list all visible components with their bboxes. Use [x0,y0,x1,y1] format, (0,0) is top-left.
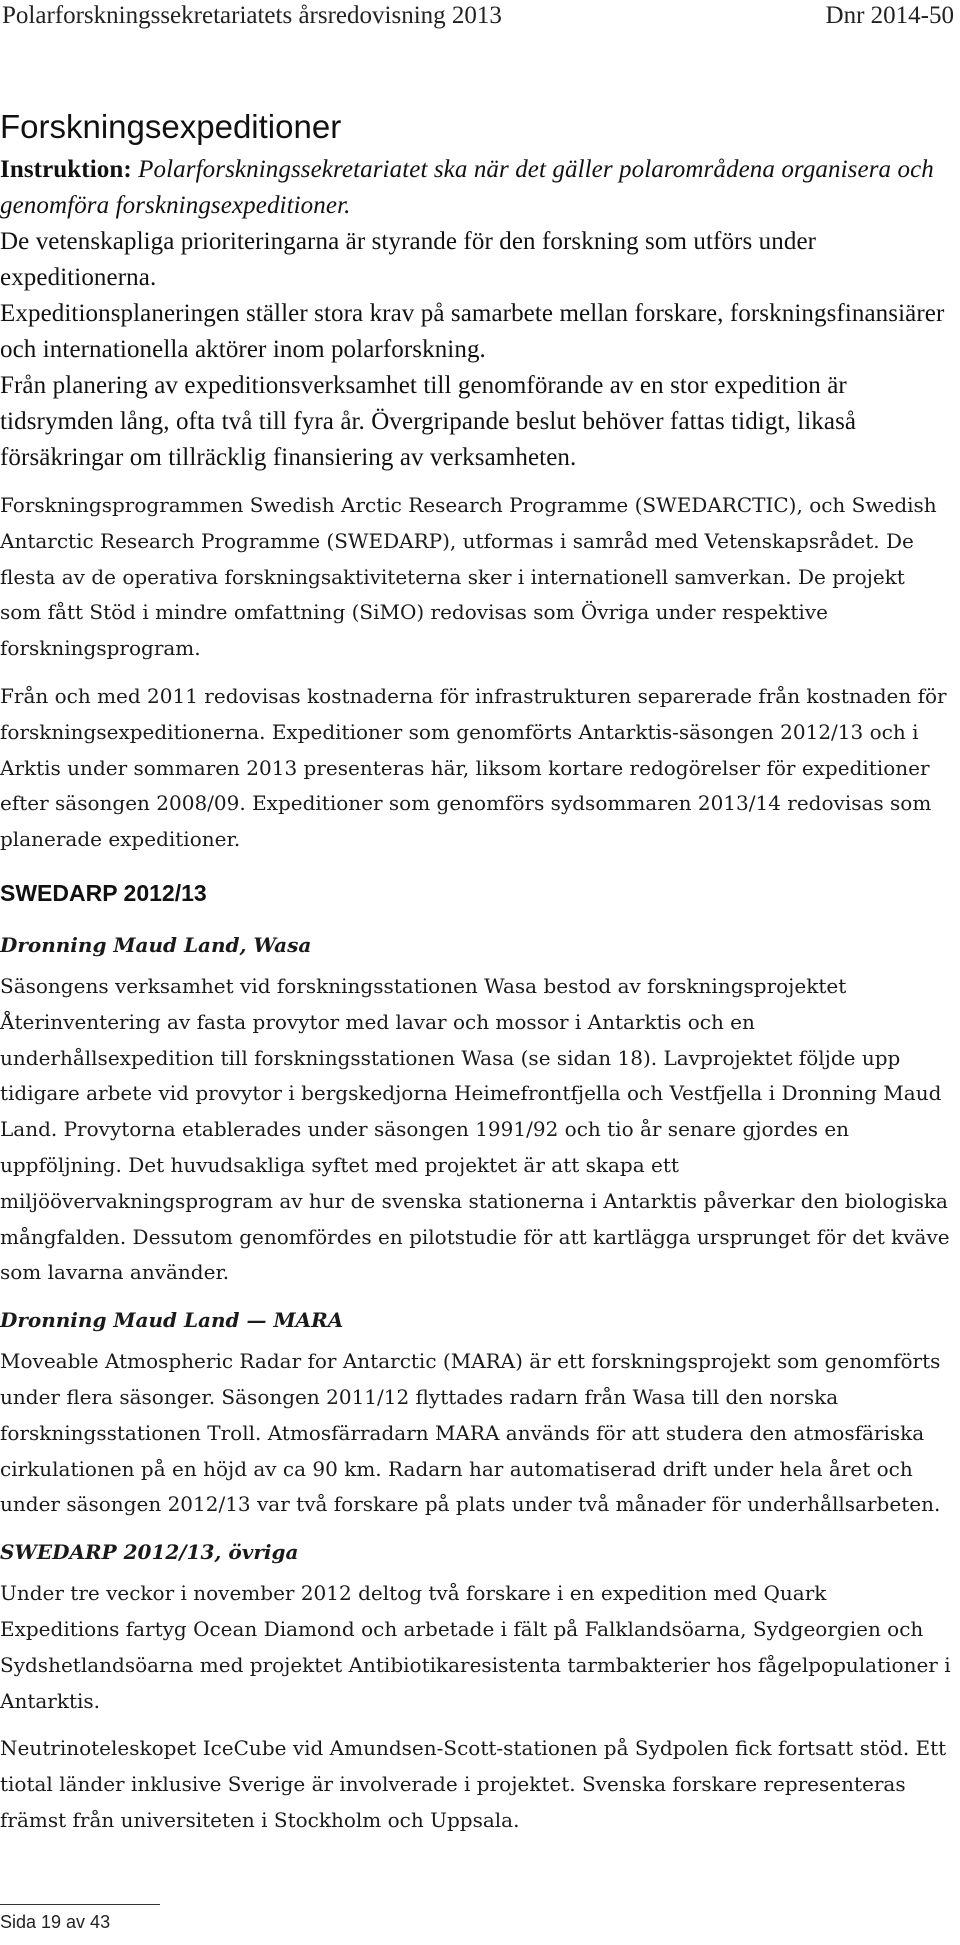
instruction-lead: Instruktion: [0,156,132,183]
footer-divider [0,1904,160,1905]
programmes-paragraph: Forskningsprogrammen Swedish Arctic Research Programme (SWEDARCTIC), och Swedish Antarctic Research Programme (SWEDARP), utformas i samråd med Vetenskapsrådet. De flesta av de operativa forskningsaktiviteterna sker i internationell samverkan. De projekt som fått Stöd i mindre omfattning (SiMO) redovisas som Övriga under respektive forskningsprogram. [0,493,937,661]
wasa-paragraph: Säsongens verksamhet vid forskningsstationen Wasa bestod av forskningsprojektet Återinventering av fasta provytor med lavar och mossor i Antarktis och en underhållsexpedition till forskningsstationen Wasa (se sidan 18). Lavprojektet följde upp tidigare arbete vid provytor i bergskedjorna Heimefrontfjella och Vestfjella i Dronning Maud Land. Provytorna etablerades under säsongen 1991/92 och tio år senare gjordes en uppföljning. Det huvudsakliga syftet med projektet är att skapa ett miljöövervakningsprogram av hur de svenska stationerna i Antarktis påverkar den biologiska mångfalden. Dessutom genomfördes en pilotstudie för att kartlägga ursprunget för det kväve som lavarna använder. [0,973,950,1285]
section-title: Forskningsexpeditioner [0,108,342,145]
page-number: Sida 19 av 43 [0,1912,111,1932]
main-content [0,106,952,1851]
instruction-text: Polarforskningssekretariatet ska när det gäller polarområdena organisera och genomföra forskningsexpeditioner. [0,156,934,219]
ovriga-paragraph-icecube: Neutrinoteleskopet IceCube vid Amundsen-Scott-stationen på Sydpolen fick fortsatt stöd. Ett tiotal länder inklusive Sverige är involverade i projektet. Svenska forskare representeras främst från universiteten i Stockholm och Uppsala. [0,1736,947,1832]
instruction-paragraph [0,152,952,224]
mara-heading: Dronning Maud Land — MARA [0,1308,344,1333]
ovriga-paragraph-expedition: Under tre veckor i november 2012 deltog två forskare i en expedition med Quark Expeditions fartyg Ocean Diamond och arbetade i fält på Falklandsöarna, Sydgeorgien och Sydshetlandsöarna med projektet Antibiotikaresistenta tarmbakterier hos fågelpopulationer i Antarktis. [0,1581,951,1713]
wasa-heading: Dronning Maud Land, Wasa [0,932,312,957]
header-report-title: Polarforskningssekretariatets årsredovisning 2013 [2,2,502,29]
swedarp-heading: SWEDARP 2012/13 [0,879,207,906]
header-document-number: Dnr 2014-50 [825,2,954,29]
intro-planning: Expeditionsplaneringen ställer stora krav på samarbete mellan forskare, forskningsfinansiärer och internationella aktörer inom polarforskning. [0,300,945,363]
mara-paragraph: Moveable Atmospheric Radar for Antarctic (MARA) är ett forskningsprojekt som genomförts under flera säsonger. Säsongen 2011/12 flyttades radarn från Wasa till den norska forskningsstationen Troll. Atmosfärradarn MARA används för att studera den atmosfäriska cirkulationen på en höjd av ca 90 km. Radarn har automatiserad drift under hela året och under säsongen 2012/13 var två forskare på plats under två månader för underhållsarbeten. [0,1349,941,1517]
ovriga-heading: SWEDARP 2012/13, övriga [0,1540,299,1565]
intro-priorities: De vetenskapliga prioriteringarna är styrande för den forskning som utförs under expeditionerna. [0,228,817,291]
running-header [0,2,960,46]
costs-paragraph: Från och med 2011 redovisas kostnaderna för infrastrukturen separerade från kostnaden för forskningsexpeditionerna. Expeditioner som genomförts Antarktis-säsongen 2012/13 och i Arktis under sommaren 2013 presenteras här, liksom kortare redogörelser för expeditioner efter säsongen 2008/09. Expeditioner som genomförs sydsommaren 2013/14 redovisas som planerade expeditioner. [0,683,947,852]
intro-timeline: Från planering av expeditionsverksamhet till genomförande av en stor expedition är tidsrymden lång, ofta två till fyra år. Övergripande beslut behöver fattas tidigt, likaså försäkringar om tillräcklig finansiering av verksamheten. [0,372,857,471]
